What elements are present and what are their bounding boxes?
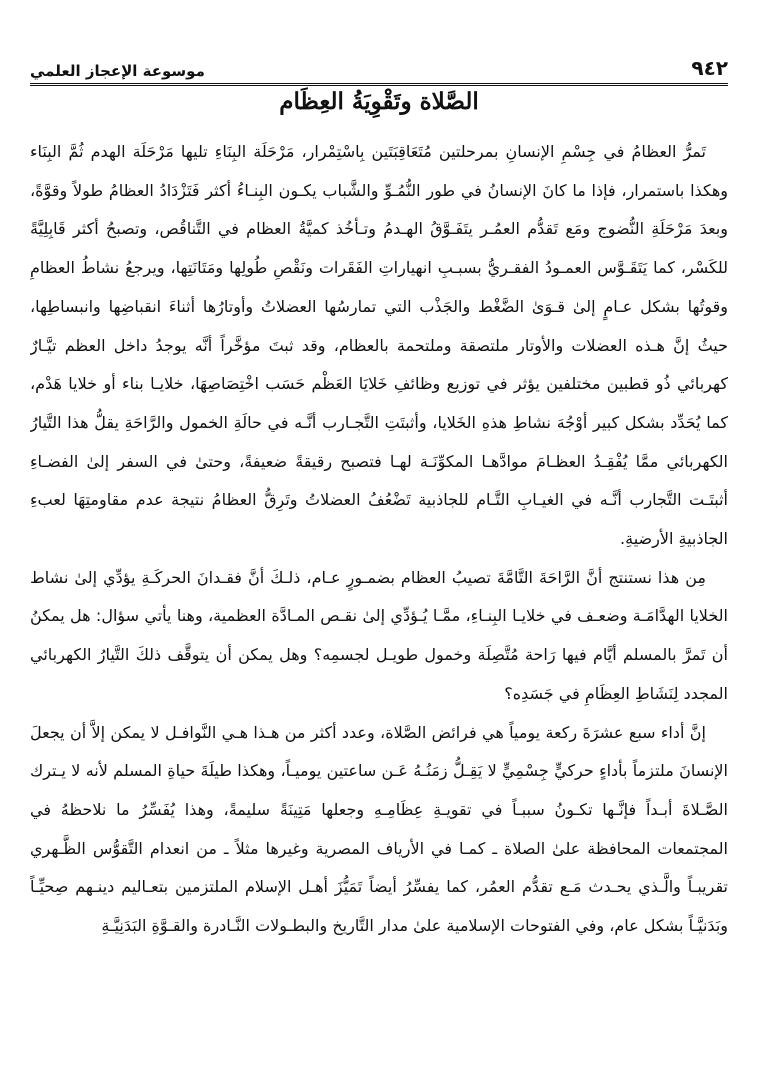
chapter-title: الصَّلاة وتَقْوِيَةُ العِظَام <box>279 88 479 115</box>
paragraph: إنَّ أداء سبع عشرَةَ ركعة يومياً هي فرائض الصَّلاة، وعدد أكثر من هـذا هـي النَّوافـل لا يمكن إلاَّ أن يجعلَ الإنسانَ ملتزماً بأداءٍ حركيٍّ جِسْمِيٍّ لا يَقِـلُّ زمَنُـهُ عَـن ساعتين يوميـاً، وهكذا طيلَةَ حياةِ المسلم لأنه لا يـترك الصَّـلاةَ أبـداً فإنَّـها تكـونُ سببـاً في تقويـةِ عِظَامِـهِ وجعلها مَتِينَةً سليمةً، وهذا يُفَسِّرُ ما نلاحظهُ في المجتمعات المحافظة علىٰ الصلاة ـ كمـا في الأرياف المصرية وغيرها مثلاً ـ من انعدام التَّقوُّس الظَّـهري تقريبـاً والَّـذي يحـدث مَـع تقدُّم العمُر، كما يفسِّرُ أيضاً تَمَيُّزَ أهـل الإسلام الملتزمين بتعـاليم دينـهم صِحيِّـاً وبَدَنيَّـاً بشكل عام، وفي الفتوحات الإسلامية علىٰ مدار التَّاريخ والبطـولات النَّـادرة والقـوَّةِ البَدَنِيَّـةِ <box>30 722 728 936</box>
page-number: ٩٤٢ <box>691 56 728 80</box>
running-title: موسوعة الإعجاز العلمي <box>30 62 205 80</box>
header-rule <box>30 83 728 86</box>
paragraph: تَمرُّ العظامُ في جِسْمِ الإنسانِ بمرحلتين مُتَعَاقِبَتَين بِاسْتِمْرار، مَرْحَلَة البِنَاءِ تليها مَرْحَلَة الهدم ثُمَّ البِنَاء وهكذا باستمرار، فإذا ما كانَ الإنسانُ في طور النُّمُـوِّ والشَّباب يكـون البِنـاءُ أكثر فَتَزْدَادُ العظامُ طولاً وقوَّةً، وبعدَ مَرْحَلَةِ النُّضوج ومَع تَقدُّم العمُـر يتَفَـوَّقُ الهـدمُ وتـأخُذ كميَّةُ العظام في التَّناقُص، وتصبحُ أكثر قَابِلِيَّةً للكَسْر، كما يَتَقَـوَّس العمـودُ الفقـريُّ بسبـبِ انهياراتِ الفَقَرات ونَقْصِ طُولِها ومَتَانَتِها، ويرجعُ نشاطُ العظامِ وقوتُها بشكل عـامٍ إلىٰ قـوَىٰ الضَّغْط والجَذْب التي تمارسُها العضلاتُ وأوتارُها أثناءَ انقباضِها وانبساطِها، حيثُ إنَّ هـذه العضلات والأوتار ملتصقة وملتحمة بالعظام، وقد ثبتَ مؤخَّراً أنَّه يوجدُ داخل العظم تيَّـارٌ كهربائي ذُو قطبين مختلفين يؤثر في توزيع وظائفِ خَلايَا العَظْم حَسَب اخْتِصَاصِهَا، خلايـا بناء أو خلايا هَدْم، كما يُحَدِّد بشكل كبير أوْجُهَ نشاطِ هذهِ الخَلايا، وأثبتَتِ التَّجـارب أنَّـه في حالَةِ الخمول والرَّاحَةِ يقلُّ هذا التَّيارُ الكهربائي ممَّا يُفْقِـدُ العظـامَ موادَّهـا المكوِّنَـة لهـا فتصبح رقيقةً ضعيفةً، وحتىٰ في السفر إلىٰ الفضـاءِ أثبتَـت التَّجارب أنَّـه في الغيـابِ التَّـام للجاذبية تَضْعُفُ العضلاتُ وتَرِقُّ العظامُ نتيجة عدم مقاومتِهَا لعبءِ الجاذبيةِ الأرضيةِ. <box>30 142 728 549</box>
paragraph: مِن هذا نستنتج أنَّ الرَّاحَةَ التَّامَّةَ تصيبُ العظام بضمـورٍ عـام، ذلـكَ أنَّ فقـدانَ الحركَـةِ يؤدِّي إلىٰ نشاط الخلايا الهدَّامَـة وضعـف في خلايـا البِنـاءِ، ممَّـا يُـؤدِّي إلىٰ نقـص المـادَّة العظمية، وهنا يأتي سؤال: هل يمكنُ أن تَمرَّ بالمسلم أيَّام فيها رَاحة مُتَّصِلَة وخمول طويـل لجسمِه؟ وهل يمكن أن يتوقَّف ذلكَ التَّيارُ الكهربائي المجدد لِنَشَاطِ العِظَامِ في جَسَدِه؟ <box>30 567 728 703</box>
body-text <box>30 133 728 1070</box>
running-header <box>30 52 728 80</box>
